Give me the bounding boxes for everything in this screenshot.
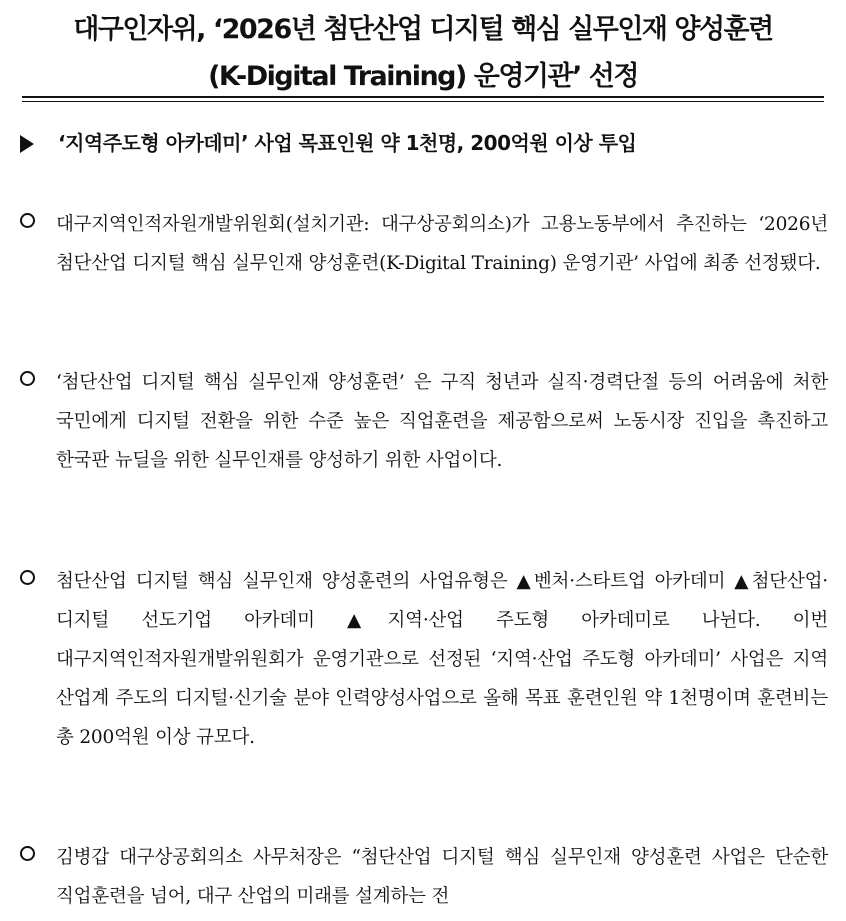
circle-bullet-icon: [20, 846, 35, 861]
circle-bullet-icon: [20, 570, 35, 585]
paragraph: [20, 363, 830, 480]
paragraph-text: 김병갑 대구상공회의소 사무처장은 “첨단산업 디지털 핵심 실무인재 양성훈련 사업은 단순한 직업훈련을 넘어, 대구 산업의 미래를 설계하는 전: [56, 847, 828, 907]
circle-bullet-icon: [20, 213, 35, 228]
paragraph-text: ‘첨단산업 디지털 핵심 실무인재 양성훈련’ 은 구직 청년과 실직·경력단절 등의 어려움에 처한 국민에게 디지털 전환을 위한 수준 높은 직업훈련을 제공함으로써 노동시장 진입을 촉진하고 한국판 뉴딜을 위한 실무인재를 양성하기 위한 사업이다.: [56, 372, 828, 471]
paragraph: [20, 562, 830, 757]
circle-bullet-icon: [20, 371, 35, 386]
paragraph-text: 첨단산업 디지털 핵심 실무인재 양성훈련의 사업유형은 ▲벤처·스타트업 아카데미 ▲첨단산업·디지털 선도기업 아카데미 ▲지역·산업 주도형 아카데미로 나뉜다. 이번 대구지역인적자원개발위원회가 운영기관으로 선정된 ‘지역·산업 주도형 아카데미’ 사업은 지역 산업계 주도의 디지털·신기술 분야 인력양성사업으로 올해 목표 훈련인원 약 1천명이며 훈련비는 총 200억원 이상 규모다.: [56, 571, 828, 748]
paragraph: [20, 205, 830, 283]
title-rule-thin: [22, 101, 824, 102]
subheading: [20, 126, 830, 160]
document-title-line-2: (K-Digital Training) 운영기관’ 선정: [208, 61, 638, 92]
paragraph: [20, 838, 830, 916]
title-rule-thick: [22, 96, 824, 98]
triangle-bullet-icon: [20, 135, 34, 153]
paragraph-text: 대구지역인적자원개발위원회(설치기관: 대구상공회의소)가 고용노동부에서 추진하는 ‘2026년 첨단산업 디지털 핵심 실무인재 양성훈련(K-Digital Training) 운영기관’ 사업에 최종 선정됐다.: [56, 214, 828, 274]
subheading-text: ‘지역주도형 아카데미’ 사업 목표인원 약 1천명, 200억원 이상 투입: [58, 131, 637, 155]
document-title-line-1: 대구인자위, ‘2026년 첨단산업 디지털 핵심 실무인재 양성훈련: [73, 14, 773, 45]
